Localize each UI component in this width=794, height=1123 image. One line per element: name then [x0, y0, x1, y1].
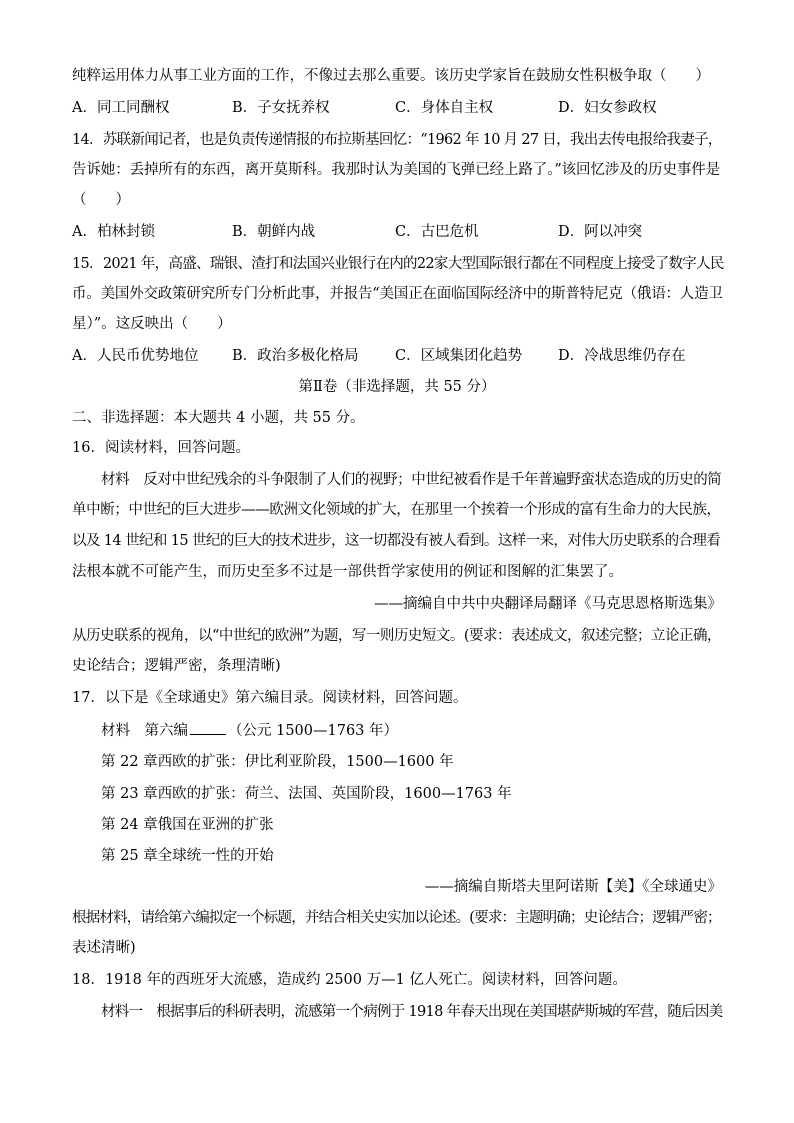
q14-option-c[interactable]: C．古巴危机 — [395, 224, 479, 240]
q14-option-b[interactable]: B．朝鲜内战 — [232, 224, 316, 240]
q17-material-suffix: （公元 1500—1763 年） — [228, 723, 399, 739]
q15-option-a[interactable]: A．人民币优势地位 — [72, 348, 199, 364]
q16-task-line2: 史论结合；逻辑严密，条理清晰) — [72, 658, 281, 674]
q13-option-a[interactable]: A．同工同酬权 — [72, 100, 170, 116]
q17-title-blank[interactable] — [190, 720, 226, 735]
q18-title: 18．1918 年的西班牙大流感，造成约 2500 万—1 亿人死亡。阅读材料，回答问题。 — [72, 972, 627, 988]
q13-stem-tail: 纯粹运用体力从事工业方面的工作，不像过去那么重要。该历史学家旨在鼓励女性积极争取（ ） — [72, 68, 710, 84]
q15-options — [72, 346, 732, 366]
q17-title: 17．以下是《全球通史》第六编目录。阅读材料，回答问题。 — [72, 690, 468, 706]
q16-task-line1: 从历史联系的视角，以“中世纪的欧洲”为题，写一则历史短文。(要求：表述成文，叙述完整；立论正确， — [72, 628, 721, 644]
q13-option-b[interactable]: B．子女抚养权 — [232, 100, 330, 116]
q15-stem-line1: 15．2021 年，高盛、瑞银、渣打和法国兴业银行在内的22家大型国际银行都在不同程度上接受了数字人民 — [72, 256, 724, 272]
q14-stem-line1: 14．苏联新闻记者，也是负责传递情报的布拉斯基回忆：“1962 年 10 月 27 日，我出去传电报给我妻子， — [72, 132, 722, 148]
q16-material-line2: 单中断；中世纪的巨大进步——欧洲文化领域的扩大，在那里一个挨着一个形成的富有生命力的大民族， — [72, 502, 721, 518]
q17-chapter-22: 第 22 章西欧的扩张：伊比利亚阶段，1500—1600 年 — [101, 754, 454, 770]
q16-material-line3: 以及 14 世纪和 15 世纪的巨大的技术进步，这一切都没有被人看到。这样一来，对伟大历史联系的合理看 — [72, 533, 721, 549]
q15-option-c[interactable]: C．区域集团化趋势 — [395, 348, 523, 364]
q15-stem-line2: 币。美国外交政策研究所专门分析此事，并报告“美国正在面临国际经济中的斯普特尼克（俄语：人造卫 — [72, 286, 723, 302]
q16-material-line1: 材料 反对中世纪残余的斗争限制了人们的视野；中世纪被看作是千年普遍野蛮状态造成的历史的简 — [101, 472, 722, 488]
q18-material1-line1: 材料一 根据事后的科研表明，流感第一个病例于 1918 年春天出现在美国堪萨斯城的军营，随后因美 — [101, 1004, 723, 1020]
q15-option-b[interactable]: B．政治多极化格局 — [232, 348, 359, 364]
q16-material-line4: 法根本就不可能产生，而历史至多不过是一部供哲学家使用的例证和图解的汇集罢了。 — [72, 564, 623, 580]
q15-stem-line3: 星）”。这反映出（ ） — [72, 316, 232, 332]
q14-option-a[interactable]: A．柏林封锁 — [72, 224, 155, 240]
part2-intro: 二、非选择题：本大题共 4 小题，共 55 分。 — [72, 410, 365, 426]
q17-chapter-24: 第 24 章俄国在亚洲的扩张 — [101, 817, 274, 833]
q14-stem-line2: 告诉她：丢掉所有的东西，离开莫斯科。我那时认为美国的飞弹已经上路了。”该回忆涉及的历史事件是 — [72, 162, 721, 178]
q15-option-d[interactable]: D．冷战思维仍存在 — [558, 348, 686, 364]
q16-source: ——摘编自中共中央翻译局翻译《马克思恩格斯选集》 — [374, 596, 722, 612]
q17-chapter-23: 第 23 章西欧的扩张：荷兰、法国、英国阶段，1600—1763 年 — [101, 786, 512, 802]
q13-option-d[interactable]: D．妇女参政权 — [558, 100, 657, 116]
q13-options — [72, 98, 732, 118]
q17-task-line2: 表述清晰) — [72, 940, 136, 956]
q14-answer-blank: （ ） — [72, 192, 130, 208]
q17-chapter-25: 第 25 章全球统一性的开始 — [101, 848, 274, 864]
part2-heading: 第Ⅱ卷（非选择题，共 55 分） — [298, 379, 496, 395]
q14-option-d[interactable]: D．阿以冲突 — [558, 224, 643, 240]
q17-source: ——摘编自斯塔夫里阿诺斯【美】《全球通史》 — [424, 879, 722, 895]
q17-task-line1: 根据材料，请给第六编拟定一个标题，并结合相关史实加以论述。(要求：主题明确；史论结合；逻辑严密； — [72, 910, 721, 926]
q16-title: 16．阅读材料，回答问题。 — [72, 440, 250, 456]
q17-material-heading — [101, 720, 398, 741]
q13-option-c[interactable]: C．身体自主权 — [395, 100, 494, 116]
q17-material-prefix: 材料 第六编 — [101, 723, 188, 739]
q14-options — [72, 222, 732, 242]
